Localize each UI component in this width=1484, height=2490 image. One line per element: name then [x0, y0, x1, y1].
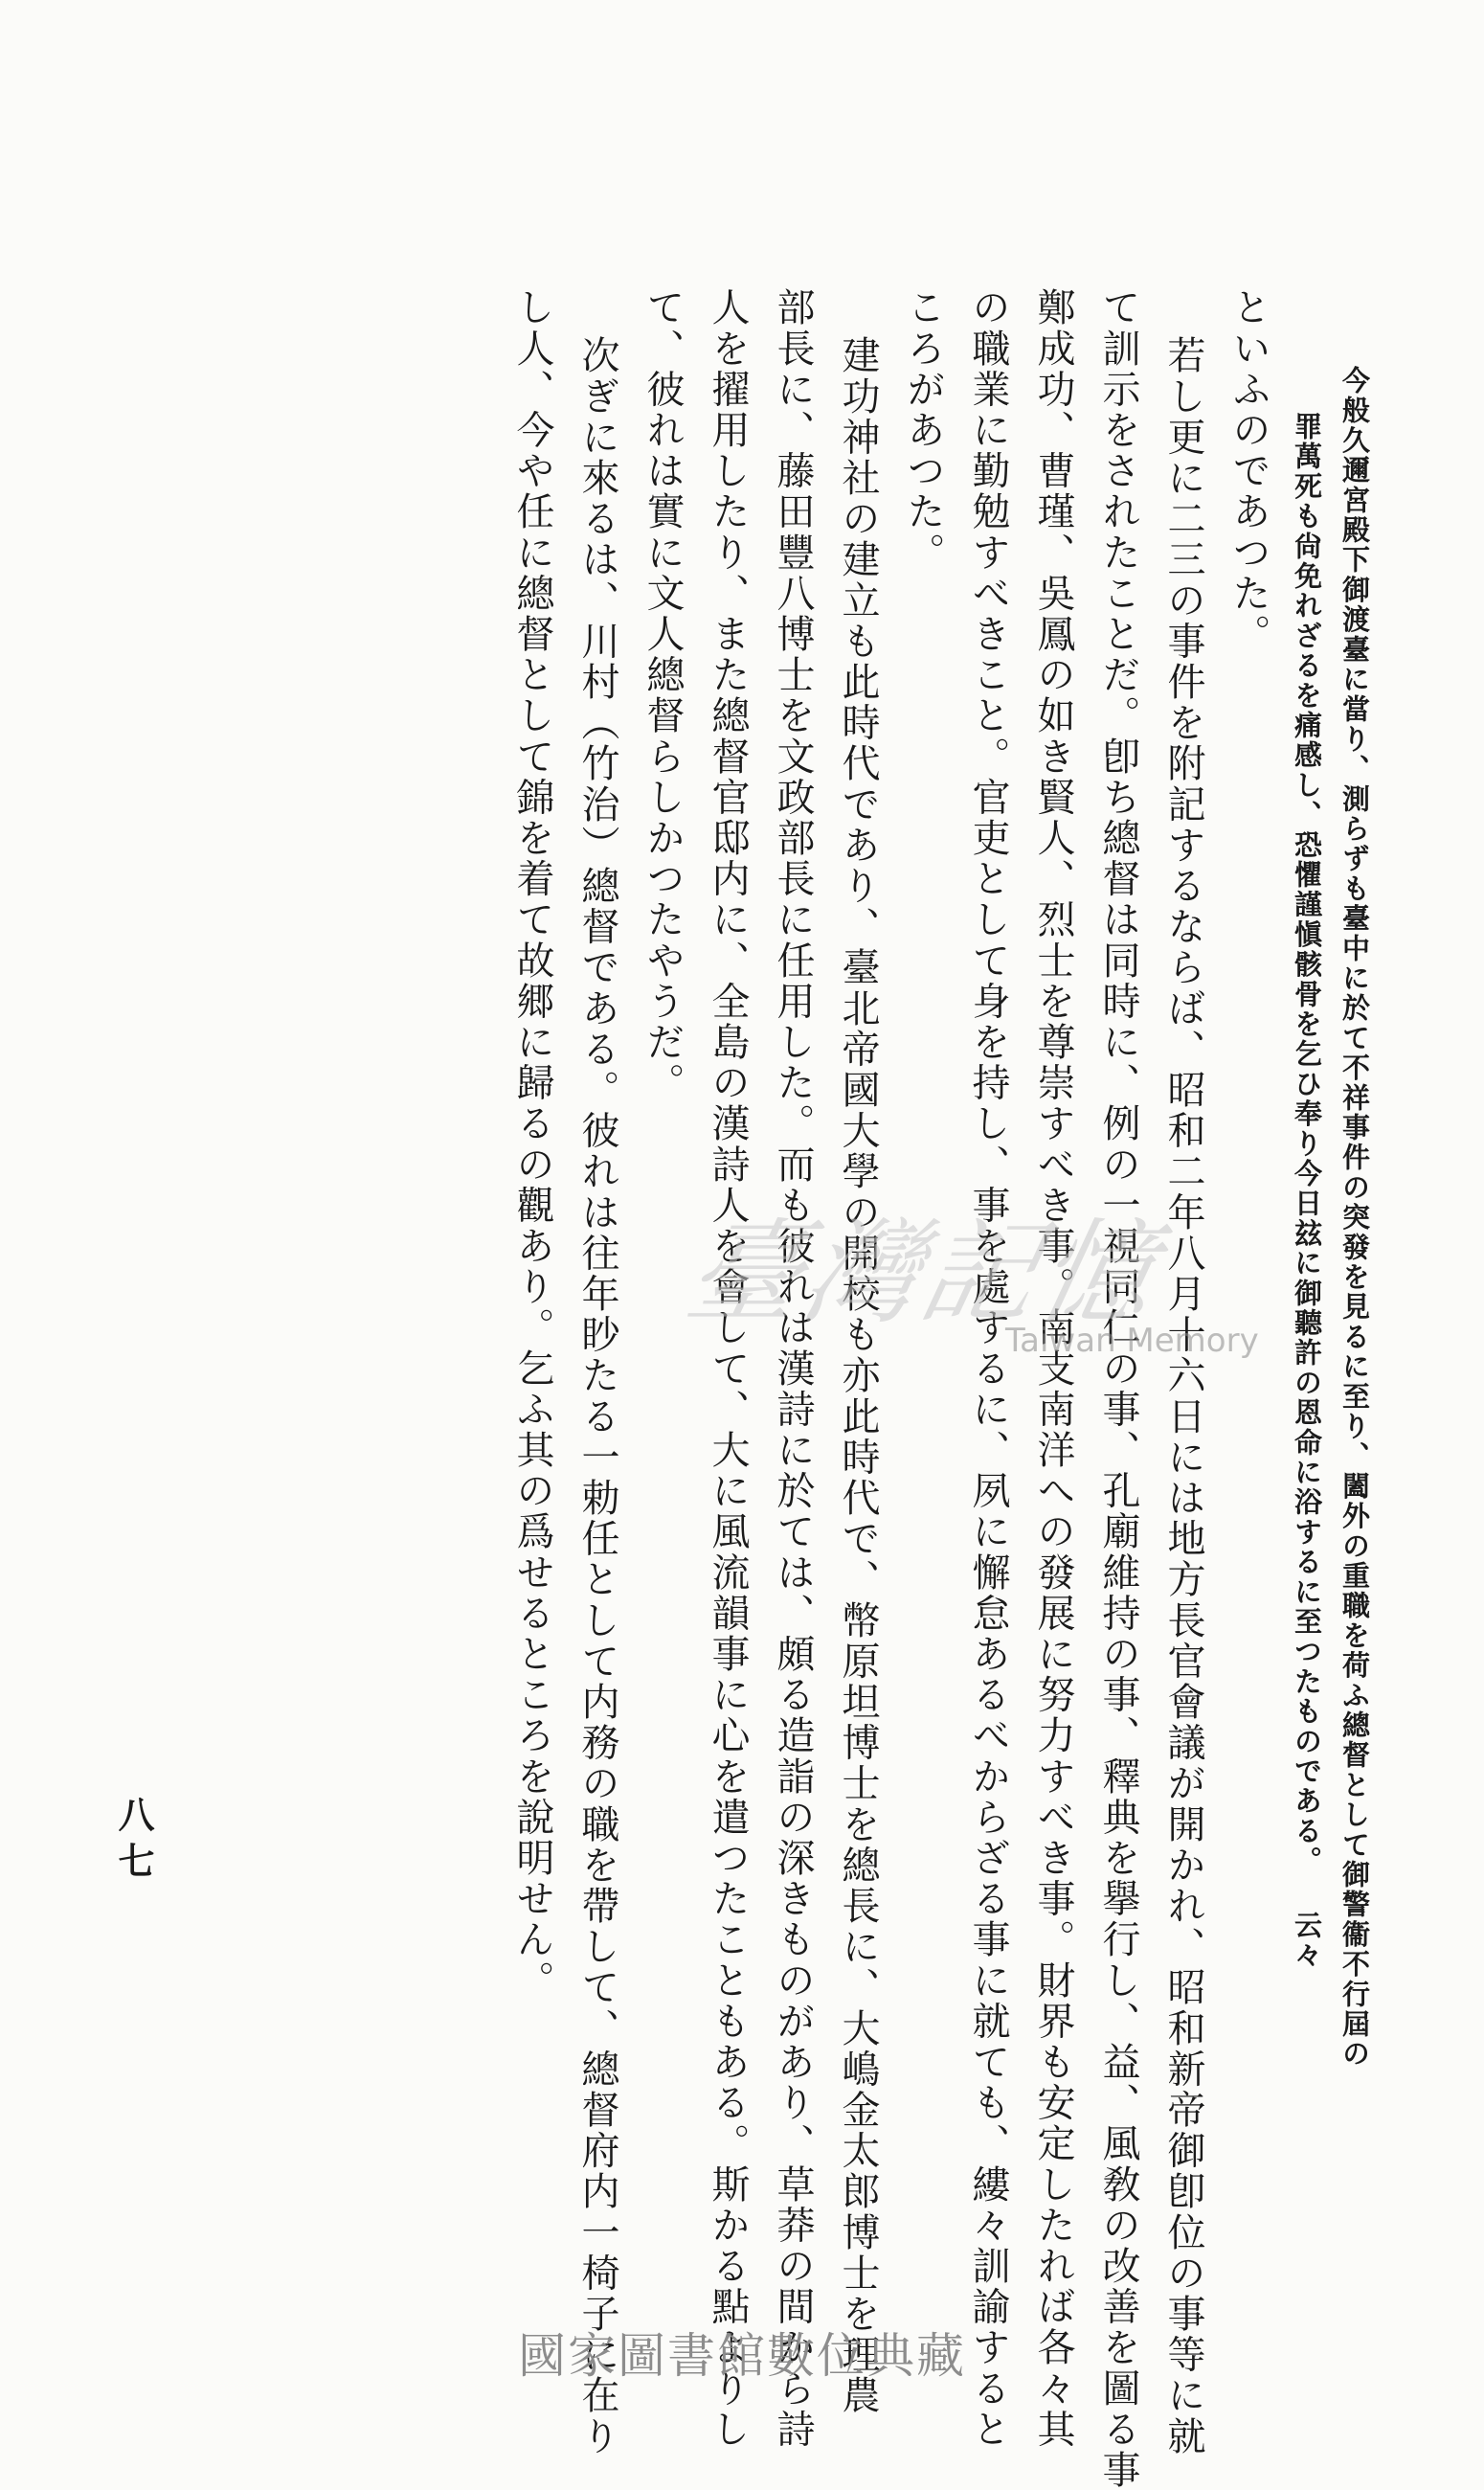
text-column: 人を擢用したり、また總督官邸内に、全島の漢詩人を會して、大に風流韻事に心を遣つたこともある。斯かる點よりし: [706, 287, 750, 2450]
text-column: といふのであつた。: [1226, 287, 1270, 655]
text-column: 若し更に二三の事件を附記するならば、昭和二年八月十六日には地方長官會議が開かれ、昭和新帝御卽位の事等に就: [1161, 335, 1205, 2457]
footer-caption: 國家圖書館數位典藏: [518, 2328, 966, 2384]
text-column: 次ぎに來るは、川村（竹治）總督である。彼れは往年眇たる一勅任として内務の職を帶して、總督府内一椅子に在り: [575, 335, 619, 2457]
text-column: て訓示をされたことだ。卽ち總督は同時に、例の一視同仁の事、孔廟維持の事、釋典を擧行し、益、風敎の改善を圖る事: [1096, 287, 1140, 2490]
text-column: て、彼れは實に文人總督らしかつたやうだ。: [641, 287, 685, 1103]
text-column: ころがあつた。: [901, 287, 945, 574]
text-column: の職業に勤勉すべきこと。官吏として身を持し、事を處するに、夙に懈怠あるべからざる事に就ても、縷々訓諭すると: [966, 287, 1010, 2450]
quote-line-1: 今般久邇宮殿下御渡臺に當り、測らずも臺中に於て不祥事件の突發を見るに至り、闔外の重職を荷ふ總督として御警衞不行屆の: [1338, 366, 1371, 2070]
quote-line-2: 罪萬死も尙免れざるを痛感し、恐懼謹愼骸骨を乞ひ奉り今日玆に御聽許の恩命に浴するに至つたものである。 云々: [1291, 412, 1323, 1971]
page-number: 八七: [112, 1796, 155, 1888]
text-column: 建功神社の建立も此時代であり、臺北帝國大學の開校も亦此時代で、幣原坦博士を總長に、大嶋金太郎博士を理農: [836, 335, 880, 2416]
text-column: 部長に、藤田豐八博士を文政部長に任用した。而も彼れは漢詩に於ては、頗る造詣の深きものがあり、草莽の間から詩: [771, 287, 815, 2450]
watermark-chinese: 臺灣記憶: [675, 1207, 1171, 1339]
text-column: し人、今や任に總督として錦を着て故郷に歸るの觀あり。乞ふ其の爲せるところを說明せん。: [510, 287, 554, 2002]
taiwan-memory-watermark: [675, 1207, 1259, 1360]
text-column: 鄭成功、曹瑾、吳鳳の如き賢人、烈士を尊崇すべき事。南支南洋への發展に努力すべき事。財界も安定したれば各々其: [1031, 287, 1075, 2450]
watermark-english: Taiwan Memory: [1005, 1322, 1259, 1360]
